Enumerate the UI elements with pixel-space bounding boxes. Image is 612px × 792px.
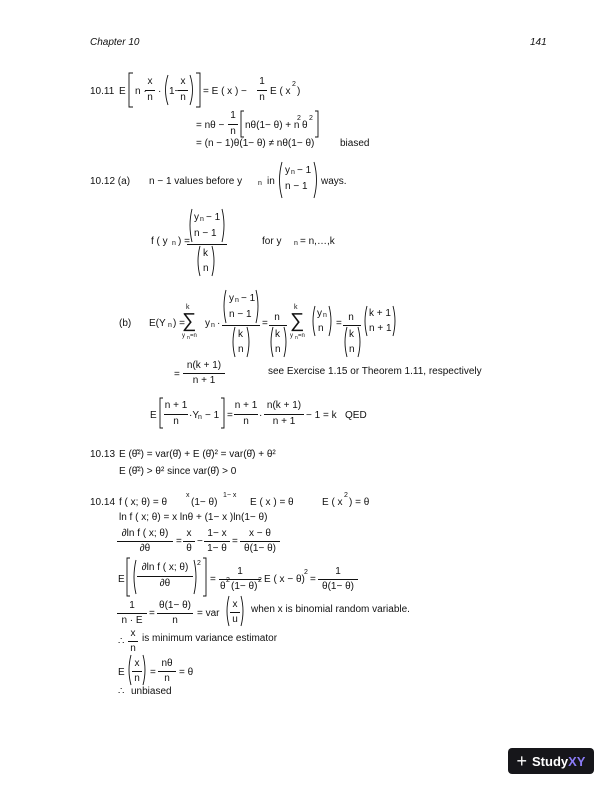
frac-num: 1 [230, 110, 236, 121]
for-range: = n,…,k [300, 236, 335, 247]
superscript: 1− x [223, 492, 237, 499]
frac-den: n [259, 92, 265, 103]
frac-den: u [232, 614, 238, 625]
superscript: 2 [309, 115, 313, 122]
frac-den: n + 1 [192, 375, 216, 386]
superscript: 2 [226, 577, 230, 584]
left-paren [311, 306, 316, 336]
frac-num: x [186, 528, 192, 539]
sum-lower: y [182, 333, 185, 339]
frac-bar [230, 612, 240, 613]
subscript: n [200, 216, 204, 223]
problem-label: (b) [119, 318, 132, 329]
superscript: 2 [344, 492, 348, 499]
binom-bottom: n − 1 [285, 181, 308, 192]
binom-bottom: n − 1 [194, 228, 217, 239]
logo-text: StudyXY [532, 753, 586, 769]
line3: = (n − 1)θ(1− θ) ≠ nθ(1− θ) [196, 138, 315, 149]
binom-top: y [285, 165, 290, 176]
left-paren [188, 209, 193, 242]
frac-num: x [180, 76, 186, 87]
second-moment: E ( x [322, 497, 343, 508]
frac-bar [234, 414, 258, 415]
equals: = [336, 318, 342, 329]
second-moment-b: ) = θ [349, 497, 370, 508]
right-paren [328, 306, 333, 336]
right-paren [246, 327, 251, 357]
frac-num: n [348, 312, 354, 323]
studyxy-logo[interactable] [508, 748, 594, 774]
equals: = [262, 318, 268, 329]
frac-bar [178, 90, 188, 91]
frac-den: θ [186, 543, 192, 554]
frac-bar [343, 325, 361, 326]
left-bracket [128, 73, 134, 107]
frac-bar [187, 244, 227, 245]
frac-den: 1− θ [207, 543, 227, 554]
frac-bar [128, 641, 138, 642]
line2-start: = nθ − [196, 120, 225, 131]
log-likelihood: ln f ( x; θ) = x lnθ + (1− x )ln(1− θ) [119, 512, 268, 523]
n-dot: n · [135, 86, 147, 97]
lhs: E(Y [149, 318, 166, 329]
frac-bar [183, 373, 225, 374]
left-paren [231, 327, 236, 357]
frac-bar [257, 90, 267, 91]
frac-bar [117, 541, 173, 542]
binom-yn: y [317, 308, 322, 319]
superscript: 2 [304, 569, 308, 576]
right-paren [357, 327, 362, 357]
binom-n: n [349, 344, 355, 355]
f-close: ) = [178, 236, 190, 247]
frac-den: n [147, 92, 153, 103]
frac-num: θ(1− θ) [159, 600, 191, 611]
frac-num: nθ [161, 658, 173, 669]
binom-k: k [238, 329, 243, 340]
line2: E (θ̂²) > θ² since var(θ̂) > 0 [119, 466, 237, 477]
frac-bar [158, 671, 176, 672]
frac-den: n [180, 92, 186, 103]
dot: · [259, 410, 263, 421]
frac-den: n [134, 673, 140, 684]
frac-den: n [130, 643, 136, 654]
subscript: n [294, 240, 298, 247]
frac-num: n + 1 [234, 400, 258, 411]
theta: θ [220, 581, 226, 592]
subscript: n [187, 335, 190, 341]
see-note: see Exercise 1.15 or Theorem 1.11, respectively [268, 366, 482, 377]
left-paren [196, 246, 201, 276]
frac-bar [145, 90, 155, 91]
frac-num: n [274, 312, 280, 323]
left-bracket [126, 558, 131, 596]
right-paren [283, 327, 288, 357]
subscript: n [323, 312, 327, 319]
expectation-symbol: E [118, 667, 125, 678]
binom-n: n [318, 323, 324, 334]
right-paren [142, 655, 147, 685]
binom-n: n [238, 344, 244, 355]
plus-icon: + [516, 750, 528, 771]
rhs: = E ( x ) − [203, 86, 247, 97]
frac-den: n [164, 673, 170, 684]
right-bracket [314, 111, 319, 137]
page-number: 141 [530, 37, 547, 48]
expectation: E ( x − θ) [264, 574, 305, 585]
frac-num: 1 [237, 566, 243, 577]
right-bracket [195, 73, 201, 107]
line2-body: nθ(1− θ) + n [245, 120, 300, 131]
var-symbol: = var [197, 608, 220, 619]
sigma: ∑ [182, 310, 197, 332]
frac-num: x − θ [249, 528, 271, 539]
subscript: n [291, 169, 295, 176]
binom-top-rest: − 1 [241, 293, 256, 304]
mean: E ( x ) = θ [250, 497, 294, 508]
line1: E (θ̂²) = var(θ̂) + E (θ̂)² = var(θ̂) + θ² [119, 449, 276, 460]
equals: = [232, 536, 238, 547]
frac-bar [269, 325, 287, 326]
sum-upper: k [186, 304, 190, 311]
ways-text: ways. [321, 176, 347, 187]
right-bracket [220, 398, 225, 428]
therefore: ∴ [118, 686, 125, 697]
equals: = [210, 574, 216, 585]
frac-num: 1 [335, 566, 341, 577]
binomial-note: when x is binomial random variable. [251, 604, 410, 615]
frac-num: ∂ln f ( x; θ) [141, 562, 189, 573]
binom-np1: n + 1 [369, 323, 392, 334]
problem-label: 10.12 (a) [90, 176, 131, 187]
subscript: n [235, 297, 239, 304]
result: − 1 = k [306, 410, 337, 421]
subscript: n [172, 240, 176, 247]
frac-bar [137, 576, 193, 577]
frac-den: θ(1− θ) [244, 543, 276, 554]
frac-den: n [173, 416, 179, 427]
frac-den: n [230, 126, 236, 137]
minus: − [197, 536, 203, 547]
binom-k: k [275, 329, 280, 340]
dot: · [217, 318, 221, 329]
pmf-b: (1− θ) [191, 497, 218, 508]
frac-num: 1 [129, 600, 135, 611]
expectation-symbol: E [119, 86, 126, 97]
binom-n: n [203, 263, 209, 274]
frac-bar [318, 579, 358, 580]
frac-den: θ(1− θ) [322, 581, 354, 592]
therefore: ∴ [118, 636, 125, 647]
rhs-exp: E ( x [270, 86, 291, 97]
expectation-symbol: E [150, 410, 157, 421]
frac-den: n + 1 [272, 416, 296, 427]
frac-num: 1− x [207, 528, 227, 539]
sum-lower-rest: =n [190, 333, 197, 339]
frac-bar [132, 671, 142, 672]
frac-bar [183, 541, 195, 542]
equals: = [310, 574, 316, 585]
right-paren [211, 246, 216, 276]
in-text: in [267, 176, 275, 187]
sum-lower: y [290, 333, 293, 339]
superscript: x [186, 492, 190, 499]
frac-bar [157, 613, 193, 614]
frac-num: x [134, 658, 140, 669]
unbiased-label: unbiased [131, 686, 172, 697]
right-paren [255, 290, 260, 323]
y-term: y [205, 318, 210, 329]
right-paren [392, 306, 397, 336]
binom-n: n [275, 344, 281, 355]
problem-label: 10.11 [90, 86, 115, 97]
frac-den: n [243, 416, 249, 427]
for-text: for y [262, 236, 282, 247]
subscript: n [198, 414, 202, 421]
problem-label: 10.14 [90, 497, 116, 508]
subscript: n [295, 335, 298, 341]
binom-top: y [229, 293, 234, 304]
frac-num: n(k + 1) [266, 400, 302, 411]
superscript: 2 [258, 577, 262, 584]
equals-theta: = θ [179, 667, 194, 678]
right-paren [313, 162, 319, 198]
y-term: ·Y [189, 410, 199, 421]
frac-den: n [172, 615, 178, 626]
minus-one: − 1 [205, 410, 220, 421]
equals: = [150, 667, 156, 678]
left-paren [269, 327, 274, 357]
binom-top-rest: − 1 [297, 165, 312, 176]
problem-label: 10.13 [90, 449, 116, 460]
frac-num: x [130, 628, 136, 639]
frac-den: ∂θ [139, 543, 151, 554]
frac-num: n + 1 [164, 400, 188, 411]
binom-kp1: k + 1 [369, 308, 391, 319]
frac-num: x [147, 76, 153, 87]
sum-upper: k [294, 304, 298, 311]
mve-note: is minimum variance estimator [142, 633, 278, 644]
one-minus-theta: (1− θ) [231, 581, 258, 592]
subscript: n [168, 322, 172, 329]
right-bracket [202, 558, 207, 596]
superscript: 2 [197, 560, 201, 567]
frac-bar [117, 613, 147, 614]
f-lhs: f ( y [151, 236, 168, 247]
subscript: n [211, 322, 215, 329]
close-paren: ) [297, 86, 301, 97]
frac-bar [222, 325, 260, 326]
left-paren [343, 327, 348, 357]
qed: QED [345, 410, 367, 421]
frac-den: ∂θ [159, 578, 171, 589]
sum-lower-rest: =n [298, 333, 305, 339]
superscript: 2 [297, 115, 301, 122]
equals: = [176, 536, 182, 547]
superscript: 2 [292, 81, 296, 88]
binom-k: k [203, 248, 208, 259]
left-paren [277, 162, 283, 198]
frac-bar [164, 414, 188, 415]
frac-num: n(k + 1) [186, 360, 222, 371]
binom-top: y [194, 212, 199, 223]
pmf: f ( x; θ) = θ [119, 497, 168, 508]
equals: = [174, 369, 180, 380]
right-paren [221, 209, 226, 242]
subscript: n [258, 180, 262, 187]
theta: θ [302, 120, 308, 131]
frac-num: ∂ln f ( x; θ) [121, 528, 169, 539]
frac-bar [264, 414, 304, 415]
values-text: n − 1 values before y [149, 176, 243, 187]
binom-bottom: n − 1 [229, 309, 252, 320]
left-paren [363, 306, 368, 336]
binom-top-rest: − 1 [206, 212, 221, 223]
expectation-symbol: E [118, 574, 125, 585]
lhs-close: ) = [173, 318, 185, 329]
biased-label: biased [340, 138, 370, 149]
equals: = [227, 410, 233, 421]
one-minus: 1− [169, 86, 181, 97]
frac-bar [240, 541, 280, 542]
frac-num: 1 [259, 76, 265, 87]
chapter-title: Chapter 10 [90, 37, 140, 48]
frac-den: n · E [121, 615, 143, 626]
frac-bar [204, 541, 230, 542]
frac-bar [228, 124, 238, 125]
equals: = [149, 608, 155, 619]
left-paren [222, 290, 227, 323]
sigma: ∑ [290, 310, 305, 332]
right-paren [240, 596, 245, 626]
binom-k: k [349, 329, 354, 340]
frac-num: x [232, 599, 238, 610]
center-dot: · [158, 86, 162, 97]
